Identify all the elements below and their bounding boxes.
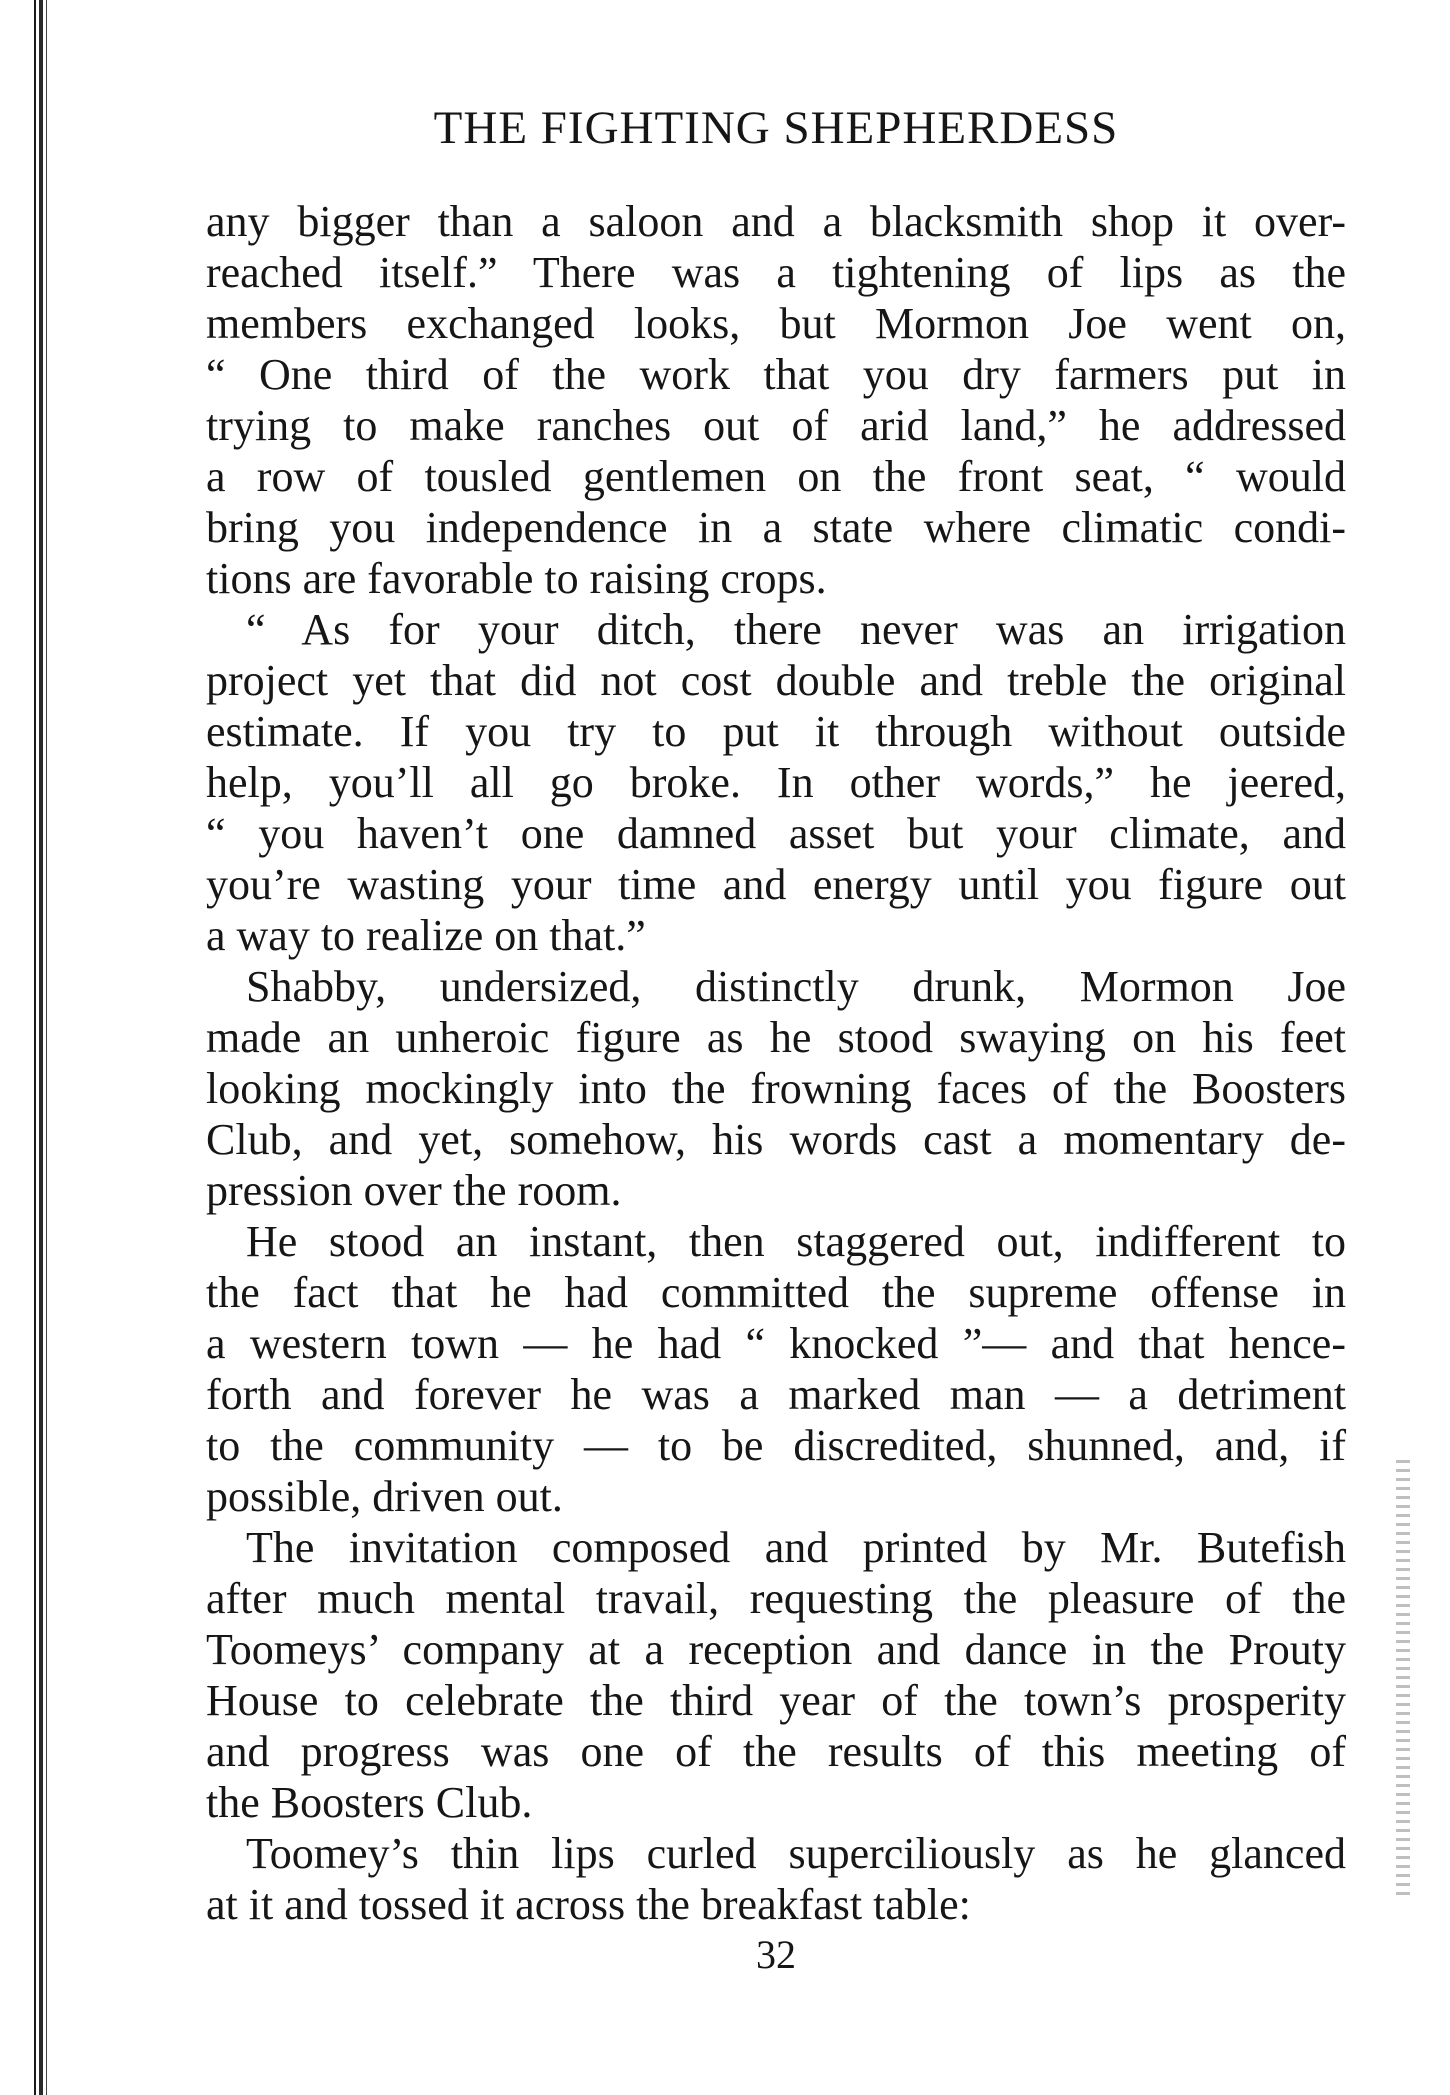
scan-edge-artifact [1396,1460,1410,1900]
running-head: THE FIGHTING SHEPHERDESS [433,102,1119,154]
text-line: Toomeys’ company at a reception and dance in the Prouty [206,1625,1346,1674]
text-line: trying to make ranches out of arid land,” he addressed [206,401,1346,450]
text-line: to the community — to be discredited, shunned, and, if [206,1421,1346,1470]
text-line: forth and forever he was a marked man — a detriment [206,1370,1346,1419]
text-line: the Boosters Club. [206,1778,533,1827]
text-line: made an unheroic figure as he stood swaying on his feet [206,1013,1346,1062]
text-line: at it and tossed it across the breakfast table: [206,1880,971,1929]
text-line: after much mental travail, requesting the pleasure of the [206,1574,1346,1623]
text-line: tions are favorable to raising crops. [206,554,827,603]
page-number: 32 [756,1932,796,1977]
text-line: pression over the room. [206,1166,622,1215]
text-line: Toomey’s thin lips curled superciliously as he glanced [246,1829,1346,1878]
text-line: “ As for your ditch, there never was an irrigation [246,605,1346,654]
text-line: possible, driven out. [206,1472,563,1521]
text-line: House to celebrate the third year of the town’s prosperity [206,1676,1346,1725]
text-line: project yet that did not cost double and treble the original [206,656,1346,705]
text-line: Shabby, undersized, distinctly drunk, Mormon Joe [246,962,1346,1011]
text-line: He stood an instant, then staggered out, indifferent to [246,1217,1346,1266]
text-line: estimate. If you try to put it through without outside [206,707,1346,756]
text-line: you’re wasting your time and energy until you figure out [206,860,1346,909]
text-line: reached itself.” There was a tightening of lips as the [206,248,1346,297]
text-line: a western town — he had “ knocked ”— and that hence- [206,1319,1346,1368]
text-line: The invitation composed and printed by Mr. Butefish [246,1523,1346,1572]
body-text [206,196,1346,1930]
text-line: looking mockingly into the frowning faces of the Boosters [206,1064,1346,1113]
text-line: help, you’ll all go broke. In other words,” he jeered, [206,758,1346,807]
text-line: a way to realize on that.” [206,911,646,960]
text-line: members exchanged looks, but Mormon Joe went on, [206,299,1346,348]
text-line: Club, and yet, somehow, his words cast a momentary de- [206,1115,1346,1164]
text-line: any bigger than a saloon and a blacksmith shop it over- [206,197,1346,246]
text-line: and progress was one of the results of this meeting of [206,1727,1346,1776]
text-line: “ One third of the work that you dry farmers put in [206,350,1346,399]
text-line: “ you haven’t one damned asset but your climate, and [206,809,1346,858]
text-line: the fact that he had committed the supreme offense in [206,1268,1346,1317]
text-line: a row of tousled gentlemen on the front seat, “ would [206,452,1346,501]
text-line: bring you independence in a state where climatic condi- [206,503,1346,552]
book-gutter-shadow [30,0,52,2095]
